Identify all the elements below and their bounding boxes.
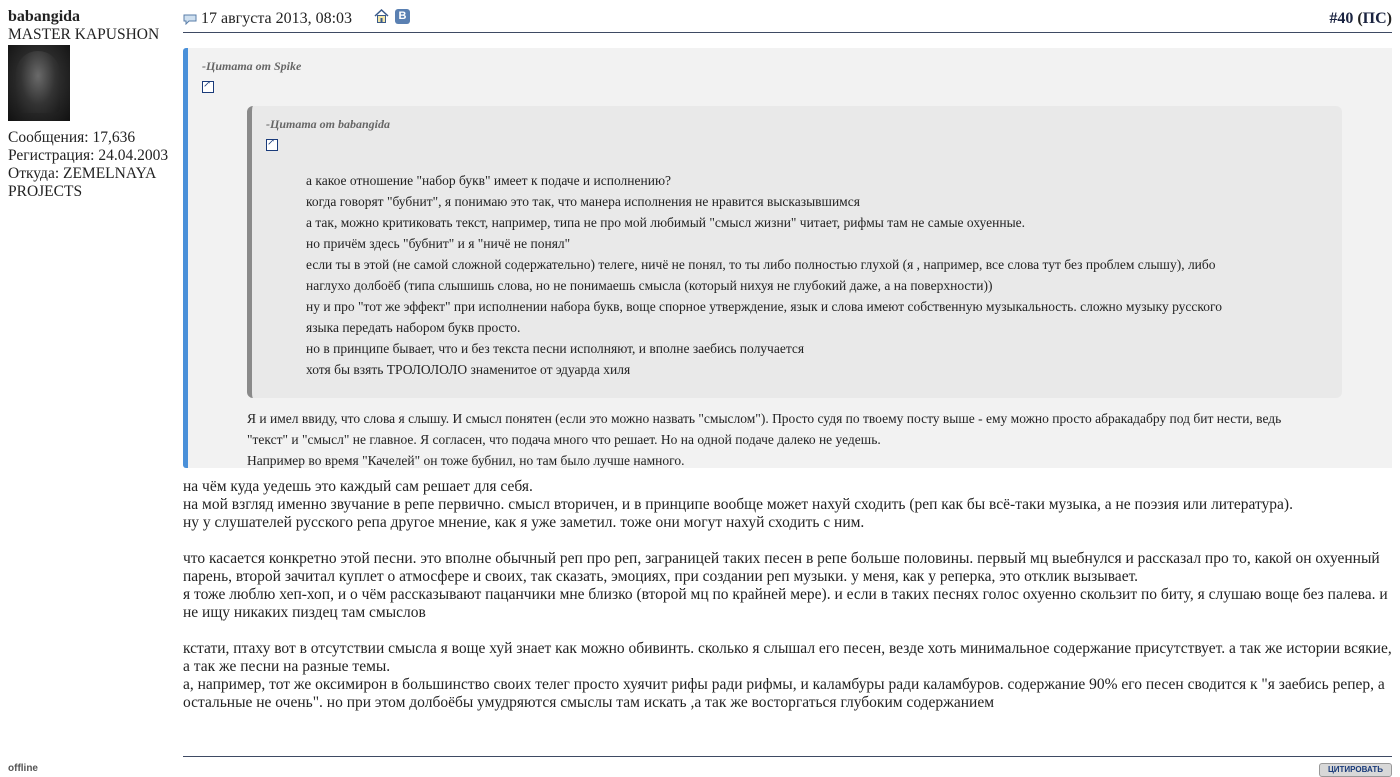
outer-quote-text bbox=[247, 408, 1347, 471]
quote-link-icon[interactable] bbox=[202, 81, 214, 93]
quote-line: ну и про "тот же эффект" при исполнении набора букв, воще спорное утверждение, язык и слова имеют собственную музыкальность. сложно музыку русского bbox=[306, 299, 1222, 314]
ps-close: ) bbox=[1386, 10, 1392, 27]
author-username[interactable]: babangida bbox=[8, 8, 81, 25]
status-offline: offline bbox=[8, 763, 38, 774]
post-date-row bbox=[183, 10, 352, 28]
post-paragraph: что касается конкретно этой песни. это вполне обычный реп про реп, заграницей таких песен в репе больше половины. первый мц выебнулся и рассказал про то, какой он охуенный парень, второй зачитал куплет о атмосфере и своих, так сказать, эмоциях, при создании реп музыки. у меня, как у реперка, это отклик вызывает. я тоже люблю хеп-хоп, и о чём рассказывают пацанчики мне близко (второй мц по крайней мере). и если в таких песнях голос охуенно скользит по биту, я слушаю воще без палева. и не ищу никаких пиздец там смыслов bbox=[183, 550, 1388, 621]
outer-quote bbox=[183, 48, 1392, 468]
quote-line: но причём здесь "бубнит" и я "ничё не понял" bbox=[306, 236, 571, 251]
post-number-block bbox=[1329, 10, 1392, 28]
quote-line: если ты в этой (не самой сложной содержательно) телеге, ничё не понял, то ты либо полностью глухой (я , например, все слова тут без проблем слышу), либо bbox=[306, 257, 1216, 272]
author-location: Откуда: ZEMELNAYA PROJECTS bbox=[8, 165, 156, 200]
quote-line: наглухо долбоёб (типа слышишь слова, но не понимаешь смысла (который нихуя не глубокий даже, а на поверхности)) bbox=[306, 278, 993, 293]
author-messages: Сообщения: 17,636 bbox=[8, 129, 136, 146]
inner-quote-text bbox=[306, 170, 1328, 380]
comment-bubble-icon bbox=[183, 14, 197, 25]
ps-open: ( bbox=[1357, 10, 1363, 27]
post-header bbox=[183, 0, 1392, 33]
post-paragraph: на чём куда уедешь это каждый сам решает для себя. на мой взгляд именно звучание в репе первично. смысл вторичен, и в принципе вообще может нахуй сходить (реп как бы всё-таки музыка, а не поэзия или литература). ну у слушателей русского репа другое мнение, как я уже заметил. тоже они могут нахуй сходить с ним. bbox=[183, 478, 1293, 531]
quote-link-icon[interactable] bbox=[266, 139, 278, 151]
author-panel bbox=[8, 8, 180, 201]
quote-line: а так, можно критиковать текст, например, типа не про мой любимый "смысл жизни" читает, рифмы там не самые охуенные. bbox=[306, 215, 1026, 230]
outer-quote-title: -Цитата от Spike bbox=[202, 59, 302, 73]
ps-link[interactable]: ПС bbox=[1362, 10, 1387, 27]
inner-quote bbox=[247, 106, 1342, 398]
inner-quote-title: -Цитата от babangida bbox=[266, 117, 391, 131]
author-registration: Регистрация: 24.04.2003 bbox=[8, 147, 169, 164]
quote-line: "текст" и "смысл" не главное. Я согласен, что подача много что решает. Но на одной подаче далеко не уедешь. bbox=[247, 432, 881, 447]
quote-button[interactable]: ЦИТИРОВАТЬ bbox=[1319, 763, 1392, 777]
vk-icon[interactable]: В bbox=[395, 9, 410, 24]
quote-line: хотя бы взять ТРОЛОЛОЛО знаменитое от эдуарда хиля bbox=[306, 362, 631, 377]
post-paragraph: кстати, птаху вот в отсутствии смысла я воще хуй знает как можно обивинть. сколько я слышал его песен, везде хоть минимальное содержание присутствует. а так же истории всякие, а так же песни на разные темы. а, например, тот же оксимирон в большинство своих телег просто хуячит рифы ради рифмы, и каламбуры ради каламбуров. содержание 90% его песен сводится к "я заебись репер, а остальные не очень". но при этом долбоёбы умудряются смыслы там искать ,а так же восторгаться глубоким содержанием bbox=[183, 640, 1392, 711]
post bbox=[183, 0, 1392, 774]
post-body bbox=[183, 478, 1392, 712]
quote-line: когда говорят "бубнит", я понимаю это так, что манера исполнения не нравится высказывшимся bbox=[306, 194, 860, 209]
quote-line: а какое отношение "набор букв" имеет к подаче и исполнению? bbox=[306, 173, 672, 188]
quote-line: но в принципе бывает, что и без текста песни исполняют, и вполне заебись получается bbox=[306, 341, 805, 356]
avatar[interactable] bbox=[8, 45, 70, 121]
post-footer-divider bbox=[183, 756, 1392, 757]
quote-line: языка передать набором букв просто. bbox=[306, 320, 521, 335]
post-date: 17 августа 2013, 08:03 bbox=[201, 10, 353, 27]
home-icon[interactable] bbox=[374, 9, 389, 23]
author-rank: MASTER KAPUSHON bbox=[8, 26, 160, 43]
quote-line: Я и имел ввиду, что слова я слышу. И смысл понятен (если это можно назвать "смыслом"). Просто судя по твоему посту выше - ему можно просто абракадабру под бит нести, ведь bbox=[247, 411, 1282, 426]
post-number-link[interactable]: #40 bbox=[1329, 10, 1354, 27]
quote-line: Например во время "Качелей" он тоже бубнил, но там было лучше намного. bbox=[247, 453, 685, 468]
